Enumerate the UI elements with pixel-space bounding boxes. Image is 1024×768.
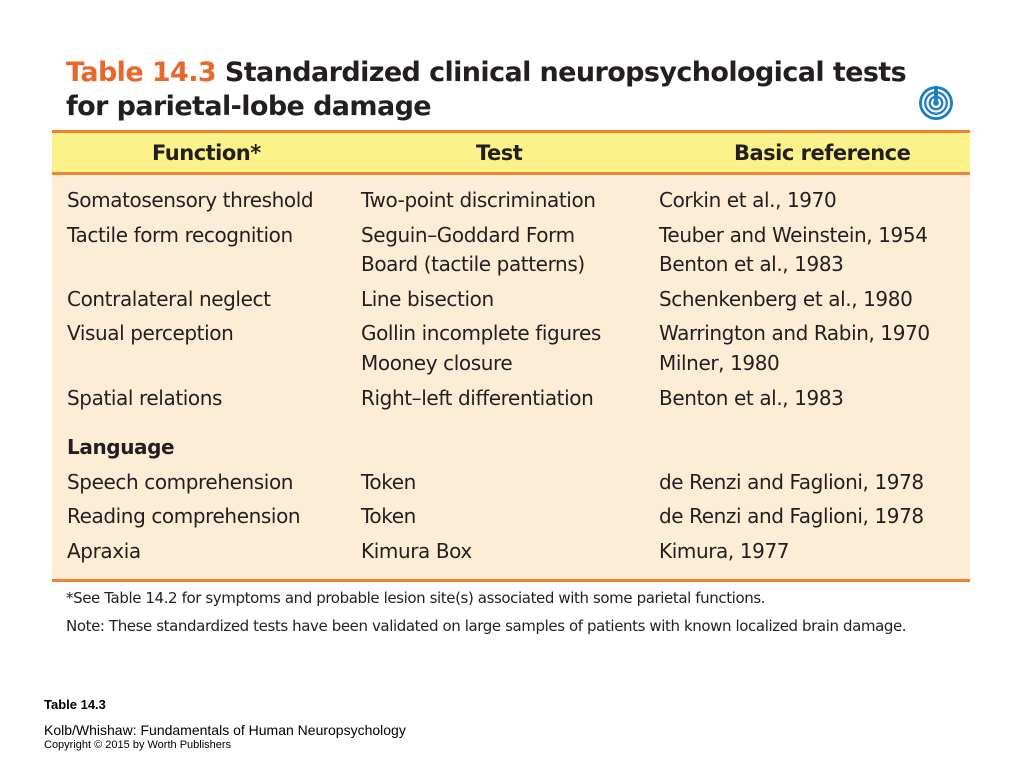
footnote-asterisk: *See Table 14.2 for symptoms and probable lesion site(s) associated with some parietal functions.: [66, 589, 766, 607]
reference-cell: de Renzi and Faglioni, 1978: [659, 504, 924, 528]
header-test: Test: [476, 141, 523, 165]
caption-copyright: Copyright © 2015 by Worth Publishers: [44, 739, 232, 751]
reference-cell: Kimura, 1977: [659, 539, 790, 563]
reference-cell: Schenkenberg et al., 1980: [659, 287, 913, 311]
test-cell: Two-point discrimination: [361, 188, 596, 212]
caption-label: Table 14.3: [44, 697, 106, 712]
title-table-number: Table 14.3: [66, 57, 217, 88]
test-cell: Board (tactile patterns): [361, 252, 585, 276]
reference-cell: Benton et al., 1983: [659, 386, 844, 410]
function-cell: Spatial relations: [67, 386, 223, 410]
reference-cell: Benton et al., 1983: [659, 252, 844, 276]
test-cell: Gollin incomplete figures: [361, 321, 601, 345]
test-cell: Right–left differentiation: [361, 386, 594, 410]
function-cell: Tactile form recognition: [67, 223, 293, 247]
table-header-row: [52, 133, 970, 175]
title-text-line-2: for parietal-lobe damage: [66, 91, 432, 122]
concentric-circles-logo-icon: [918, 85, 954, 121]
reference-cell: Milner, 1980: [659, 351, 780, 375]
function-cell: Contralateral neglect: [67, 287, 271, 311]
reference-cell: de Renzi and Faglioni, 1978: [659, 470, 924, 494]
header-reference: Basic reference: [734, 141, 911, 165]
title-text-line-1: Standardized clinical neuropsychological tests: [224, 57, 907, 88]
function-cell: Apraxia: [67, 539, 141, 563]
reference-cell: Corkin et al., 1970: [659, 188, 837, 212]
test-cell: Line bisection: [361, 287, 494, 311]
test-cell: Mooney closure: [361, 351, 513, 375]
section-heading-language: Language: [67, 435, 175, 459]
test-cell: Token: [361, 470, 416, 494]
title-line-1: [66, 56, 906, 90]
table-title: [66, 56, 906, 124]
test-cell: Kimura Box: [361, 539, 472, 563]
header-function: Function*: [152, 141, 261, 165]
reference-cell: Warrington and Rabin, 1970: [659, 321, 930, 345]
tests-table: [52, 130, 970, 582]
caption-book: Kolb/Whishaw: Fundamentals of Human Neuropsychology: [44, 722, 406, 738]
function-cell: Speech comprehension: [67, 470, 294, 494]
footnote-note: Note: These standardized tests have been validated on large samples of patients with known localized brain damage.: [66, 617, 907, 635]
test-cell: Token: [361, 504, 416, 528]
reference-cell: Teuber and Weinstein, 1954: [659, 223, 928, 247]
test-cell: Seguin–Goddard Form: [361, 223, 575, 247]
function-cell: Somatosensory threshold: [67, 188, 314, 212]
function-cell: Reading comprehension: [67, 504, 301, 528]
function-cell: Visual perception: [67, 321, 234, 345]
